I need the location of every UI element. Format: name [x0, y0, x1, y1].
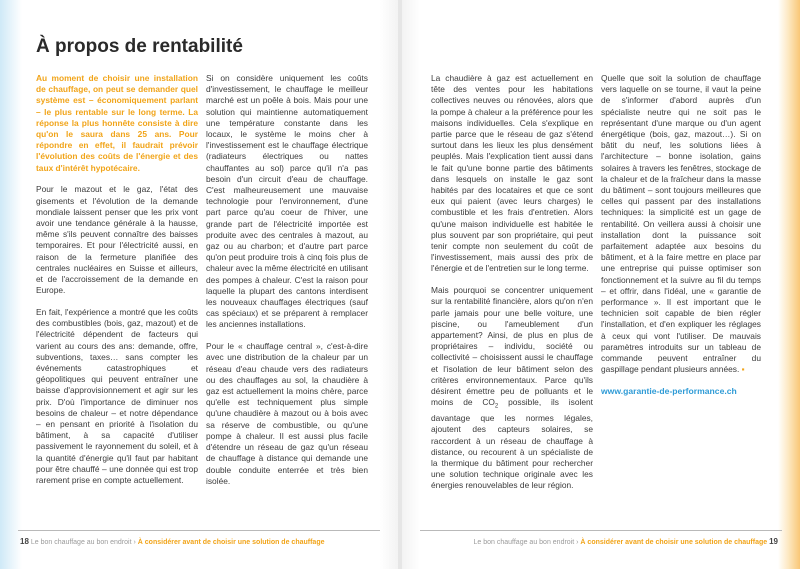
column-1: [36, 73, 198, 497]
footer-left: [20, 537, 325, 546]
column-3: [431, 73, 593, 502]
paragraph-central-heating: Pour le « chauffage central », c'est-à-dire avec une distribution de la chaleur par un réseau d'eau chaude vers des radiateurs ou des chauffages au sol, la chaudière à gaz est actuellement la moins chère, parce qu'elle est techniquement plus simple qu'une chaudière à mazout ou à bois avec sa réserve de combustible, ou qu'une pompe à chaleur. Il est aussi plus facile d'étendre un réseau de gaz qu'un réseau de chauffage à distance qui demande une double conduite enterrée et très bien isolée.: [206, 341, 368, 486]
right-page: [402, 0, 800, 569]
page-title: À propos de rentabilité: [36, 36, 243, 57]
column-2: [206, 73, 368, 498]
lead-paragraph: Au moment de choisir une installation de chauffage, on peut se demander quel système est – économiquement parlant – le plus rentable sur le long terme. La réponse la plus honnête consiste à dire qu'on le saura dans 25 ans. Pour répondre en effet, il faudrait prévoir l'évolution des coûts de l'énergie et des taux d'intérêt hypotécaire.: [36, 73, 198, 173]
page-number: 19: [769, 537, 778, 546]
footer-series: Le bon chauffage au bon endroit: [473, 539, 575, 546]
page-number: 18: [20, 537, 29, 546]
footer-series: Le bon chauffage au bon endroit: [30, 539, 132, 546]
left-page: [0, 0, 398, 569]
footer-rule: [420, 530, 782, 531]
paragraph-advice: [601, 73, 761, 375]
co2-text-before: Mais pourquoi se concentrer uniquement sur la rentabilité financière, alors qu'on n'en parle jamais pour une belle voiture, une piscine, ou l'ameublement d'un appartement? Ainsi, de plus en plus de propriétaires – individu, société ou collectivité – choisissent aussi le chauffage et l'isolation de leur bâtiment selon des critères environnementaux. Parce qu'ils désirent émettre peu de polluants et le moins de CO: [431, 285, 593, 408]
co2-subscript: 2: [494, 403, 499, 410]
footer-section: À considérer avant de choisir une solution de chauffage: [137, 539, 325, 546]
footer-separator: ›: [574, 539, 581, 546]
paragraph-cost-factors: En fait, l'expérience a montré que les coûts des combustibles (bois, gaz, mazout) et de l'électricité dépendent de facteurs qui varient au cours des ans: demande, offre, subventions, taxes… sans compter les événements catastrophiques et géopolitiques qui peuvent entraîner une baisse d'approvisionnement et agir sur les prix. D'où l'importance de diminuer nos besoins de chaleur – et notre dépendance – en pensant en priorité à l'isolation du bâtiment, à sa capacité d'utiliser passivement le rayonnement du soleil, et à la quantité d'énergie qu'il faut par habitant pour être chauffé – une donnée qui est trop rarement prise en compte actuellement.: [36, 307, 198, 486]
paragraph-environmental-criteria: [431, 285, 593, 491]
paragraph-fuel-prices: Pour le mazout et le gaz, l'état des gisements et l'évolution de la demande mondiale laissent penser que les prix vont avoir une tendance générale à la hausse, même s'ils peuvent connaître des baisses temporaires. Et pour l'électricité aussi, en raison de la fermeture planifiée des centrales nucléaires en Suisse et ailleurs, et de l'accroissement de la demande en Europe.: [36, 184, 198, 296]
footer-separator: ›: [131, 539, 138, 546]
paragraph-gas-boiler: La chaudière à gaz est actuellement en tête des ventes pour les habitations collectives neuves ou rénovées, alors que la pompe à chaleur a la préférence pour les maisons individuelles. Cela s'explique en partie parce que le réseau de gaz s'étend surtout dans les lieux les plus densément peuplés. Mais l'explication tient aussi dans le fait qu'une bonne partie des bâtiments dans lesquels on installe le gaz sont habités par des locataires et que ce sont eux qui paient (avec leurs charges) le combustible et les frais d'entretien. Alors qu'une maison individuelle est habitée le plus souvent par son propriétaire, qui peut tenir compte non seulement du coût de l'investissement, mais aussi des prix de l'énergie et de l'entretien sur le long terme.: [431, 73, 593, 274]
paragraph-investment-costs: Si on considère uniquement les coûts d'investissement, le chauffage le meilleur marché est un poêle à bois. Mais pour une solution qui maintienne automatiquement une température constante dans les locaux, le système le moins cher à l'investissement est le chauffage électrique (radiateurs électriques ou nattes chauffantes au sol) parce qu'il n'a pas besoin d'un circuit d'eau de chauffage. C'est malheureusement une mauvaise technologie pour l'environnement, d'une part parce qu'au coeur de l'hiver, une grande part de l'électricité importée est produite avec des centrales à mazout, au gaz ou au charbon; et d'autre part parce qu'on peut produire trois à cinq fois plus de chaleur avec la même électricité en utilisant des pompes à chaleur. C'est la raison pour laquelle la plupart des cantons interdisent les nouveaux chauffages électriques (sauf cas spéciaux) et se préparent à remplacer les anciennes installations.: [206, 73, 368, 330]
co2-text-after: possible, ils isolent davantage que les normes légales, ajoutent des capteurs solaires, se raccordent à un réseau de chauffage à distance, ou recourent à un spécialiste de la thermique du bâtiment pour rechercher une solution technique originale avec les énergies renouvelables de leur région.: [431, 397, 593, 491]
footer-rule: [18, 530, 380, 531]
column-4: [601, 73, 761, 408]
footer-right: [474, 537, 779, 546]
end-mark-icon: ▪: [741, 364, 745, 375]
website-link[interactable]: www.garantie-de-performance.ch: [601, 386, 737, 397]
footer-section: À considérer avant de choisir une solution de chauffage: [580, 539, 768, 546]
advice-text: Quelle que soit la solution de chauffage vers laquelle on se tourne, il vaut la peine de s'informer d'abord auprès d'un spécialiste neutre qui ne soit pas le représentant d'une marque ou d'un agent énergétique (bois, gaz, mazout…). Si on bâtit du neuf, les solutions liées à l'architecture – bonne isolation, gains solaires à travers les fenêtres, stockage de la chaleur et de la fraîcheur dans la masse du bâtiment – sont toujours meilleures que celles qui passent par des installations techniques: la simplicité est un gage de rentabilité. On veillera aussi à choisir une installation dont la puissance soit parfaitement adaptée aux besoins du bâtiment, et à la faire mettre en place par une entreprise qui puisse optimiser son fonctionnement et la suivre au fil du temps – et offrir, dans l'idéal, une « garantie de performance ». Il est important que le technicien soit capable de bien régler l'installation, et d'en expliquer les réglages à ceux qui vont l'utiliser. De mauvais paramètres introduits sur un tableau de commande peuvent entraîner du gaspillage pendant plusieurs années.: [601, 73, 761, 375]
